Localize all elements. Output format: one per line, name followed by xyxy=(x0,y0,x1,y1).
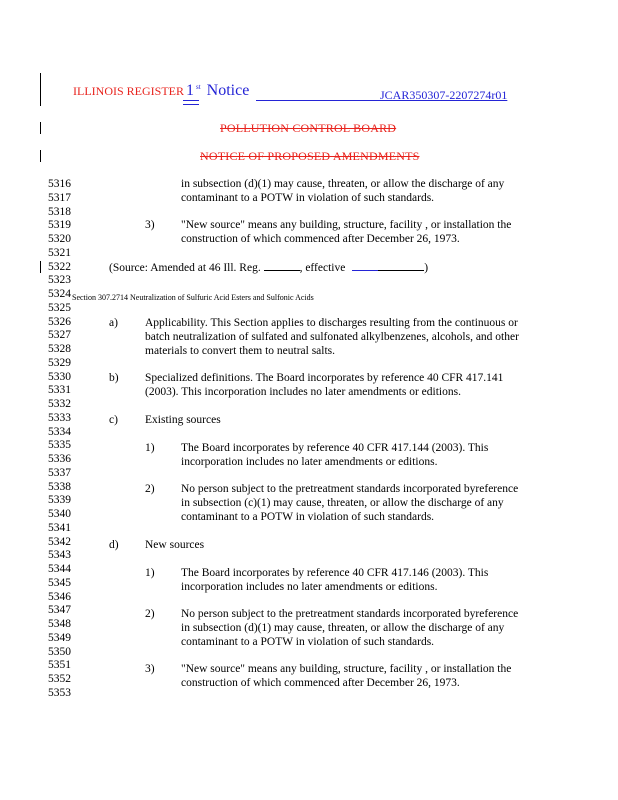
section-heading: Section 307.2714 Neutralization of Sulfuric Acid Esters and Sulfonic Acids xyxy=(72,293,314,302)
change-bar xyxy=(40,150,41,162)
item-marker: 2) xyxy=(145,608,155,620)
change-bar xyxy=(40,261,41,273)
register-label: ILLINOIS REGISTER xyxy=(73,84,184,98)
body-line: in subsection (c)(1) may cause, threaten, or allow the discharge of any xyxy=(181,497,504,509)
agency-name: POLLUTION CONTROL BOARD xyxy=(220,121,397,135)
subsection-marker: b) xyxy=(109,372,119,384)
body-line: "New source" means any building, structure, facility , or installation the xyxy=(181,663,512,675)
line-number: 5320 xyxy=(48,233,71,245)
body-line: The Board incorporates by reference 40 CFR 417.144 (2003). This xyxy=(181,442,489,454)
item-marker: 1) xyxy=(145,567,155,579)
line-number: 5344 xyxy=(48,563,71,575)
line-number: 5318 xyxy=(48,205,71,218)
line-number: 5343 xyxy=(48,549,71,562)
line-number: 5345 xyxy=(48,576,71,589)
item-marker: 3) xyxy=(145,663,155,675)
page-header xyxy=(73,82,249,100)
body-line: incorporation includes no later amendments or editions. xyxy=(181,581,438,593)
header-rule-left xyxy=(183,100,199,101)
line-number: 5330 xyxy=(48,370,71,383)
line-number: 5346 xyxy=(48,590,71,603)
line-number: 5328 xyxy=(48,343,71,355)
source-note xyxy=(109,260,428,275)
line-number: 5325 xyxy=(48,301,71,314)
source-note-text: (Source: Amended at 46 Ill. Reg. xyxy=(109,262,261,274)
change-bar xyxy=(40,122,41,134)
change-bar xyxy=(40,73,41,106)
page-number-suffix: st xyxy=(196,82,201,91)
subsection-marker: d) xyxy=(109,539,119,551)
subsection-label: Existing sources xyxy=(145,414,221,426)
body-line: contaminant to a POTW in violation of such standards. xyxy=(181,511,435,523)
body-line: (2003). This incorporation includes no later amendments or editions. xyxy=(145,386,461,398)
body-line: contaminant to a POTW in violation of such standards. xyxy=(181,192,435,204)
line-number: 5340 xyxy=(48,508,71,520)
body-line: The Board incorporates by reference 40 CFR 417.146 (2003). This xyxy=(181,567,489,579)
line-number: 5342 xyxy=(48,535,71,548)
subsection-marker: a) xyxy=(109,317,118,329)
line-number: 5348 xyxy=(48,618,71,630)
body-line: Specialized definitions. The Board incorporates by reference 40 CFR 417.141 xyxy=(145,372,504,384)
line-number: 5327 xyxy=(48,329,71,342)
line-number: 5334 xyxy=(48,425,71,438)
date-blank xyxy=(378,260,424,271)
line-number: 5319 xyxy=(48,219,71,232)
header-rule-left2 xyxy=(183,104,199,105)
line-number: 5341 xyxy=(48,521,71,534)
body-line: incorporation includes no later amendments or editions. xyxy=(181,456,438,468)
line-number: 5333 xyxy=(48,411,71,424)
line-number: 5326 xyxy=(48,315,71,328)
line-number: 5323 xyxy=(48,274,71,287)
line-number: 5335 xyxy=(48,439,71,452)
body-line: in subsection (d)(1) may cause, threaten, or allow the discharge of any xyxy=(181,622,505,634)
subsection-marker: c) xyxy=(109,414,118,426)
line-number: 5350 xyxy=(48,645,71,658)
line-number: 5336 xyxy=(48,453,71,465)
item-marker: 1) xyxy=(145,442,155,454)
jcar-id: JCAR350307-2207274r01 xyxy=(380,88,508,102)
line-number: 5332 xyxy=(48,398,71,410)
line-number: 5321 xyxy=(48,246,71,259)
body-line: in subsection (d)(1) may cause, threaten, or allow the discharge of any xyxy=(181,178,505,190)
line-number: 5317 xyxy=(48,191,71,204)
notice-type: NOTICE OF PROPOSED AMENDMENTS xyxy=(200,149,420,163)
source-note-close: ) xyxy=(424,262,429,274)
notice-label: Notice xyxy=(206,82,250,99)
line-number: 5324 xyxy=(48,288,71,300)
line-number: 5337 xyxy=(48,466,71,479)
body-line: "New source" means any building, structure, facility , or installation the xyxy=(181,219,512,231)
date-blank-inserted xyxy=(352,260,378,271)
line-number: 5339 xyxy=(48,494,71,507)
body-line: contaminant to a POTW in violation of such standards. xyxy=(181,636,435,648)
line-number: 5349 xyxy=(48,631,71,644)
body-line: construction of which commenced after December 26, 1973. xyxy=(181,233,460,245)
line-number: 5331 xyxy=(48,384,71,397)
body-line: batch neutralization of sulfated and sulfonated alkylbenzenes, alcohols, and other xyxy=(145,331,519,343)
line-number: 5338 xyxy=(48,480,71,493)
line-number: 5353 xyxy=(48,686,71,699)
line-number: 5322 xyxy=(48,260,71,273)
line-number: 5316 xyxy=(48,178,71,190)
body-line: construction of which commenced after December 26, 1973. xyxy=(181,677,460,689)
body-line: Applicability. This Section applies to discharges resulting from the continuous or xyxy=(145,317,518,329)
subsection-label: New sources xyxy=(145,539,205,551)
body-line: No person subject to the pretreatment standards incorporated byreference xyxy=(181,608,519,620)
item-marker: 2) xyxy=(145,483,155,495)
body-line: materials to convert them to neutral salts. xyxy=(145,345,336,357)
source-note-effective: , effective xyxy=(299,262,346,274)
page-number: 1 xyxy=(186,82,194,99)
line-number: 5329 xyxy=(48,356,71,369)
volume-blank xyxy=(264,260,300,271)
line-number: 5351 xyxy=(48,659,71,672)
item-marker: 3) xyxy=(145,219,155,231)
body-line: No person subject to the pretreatment standards incorporated byreference xyxy=(181,483,519,495)
line-number: 5347 xyxy=(48,604,71,617)
line-number: 5352 xyxy=(48,673,71,685)
